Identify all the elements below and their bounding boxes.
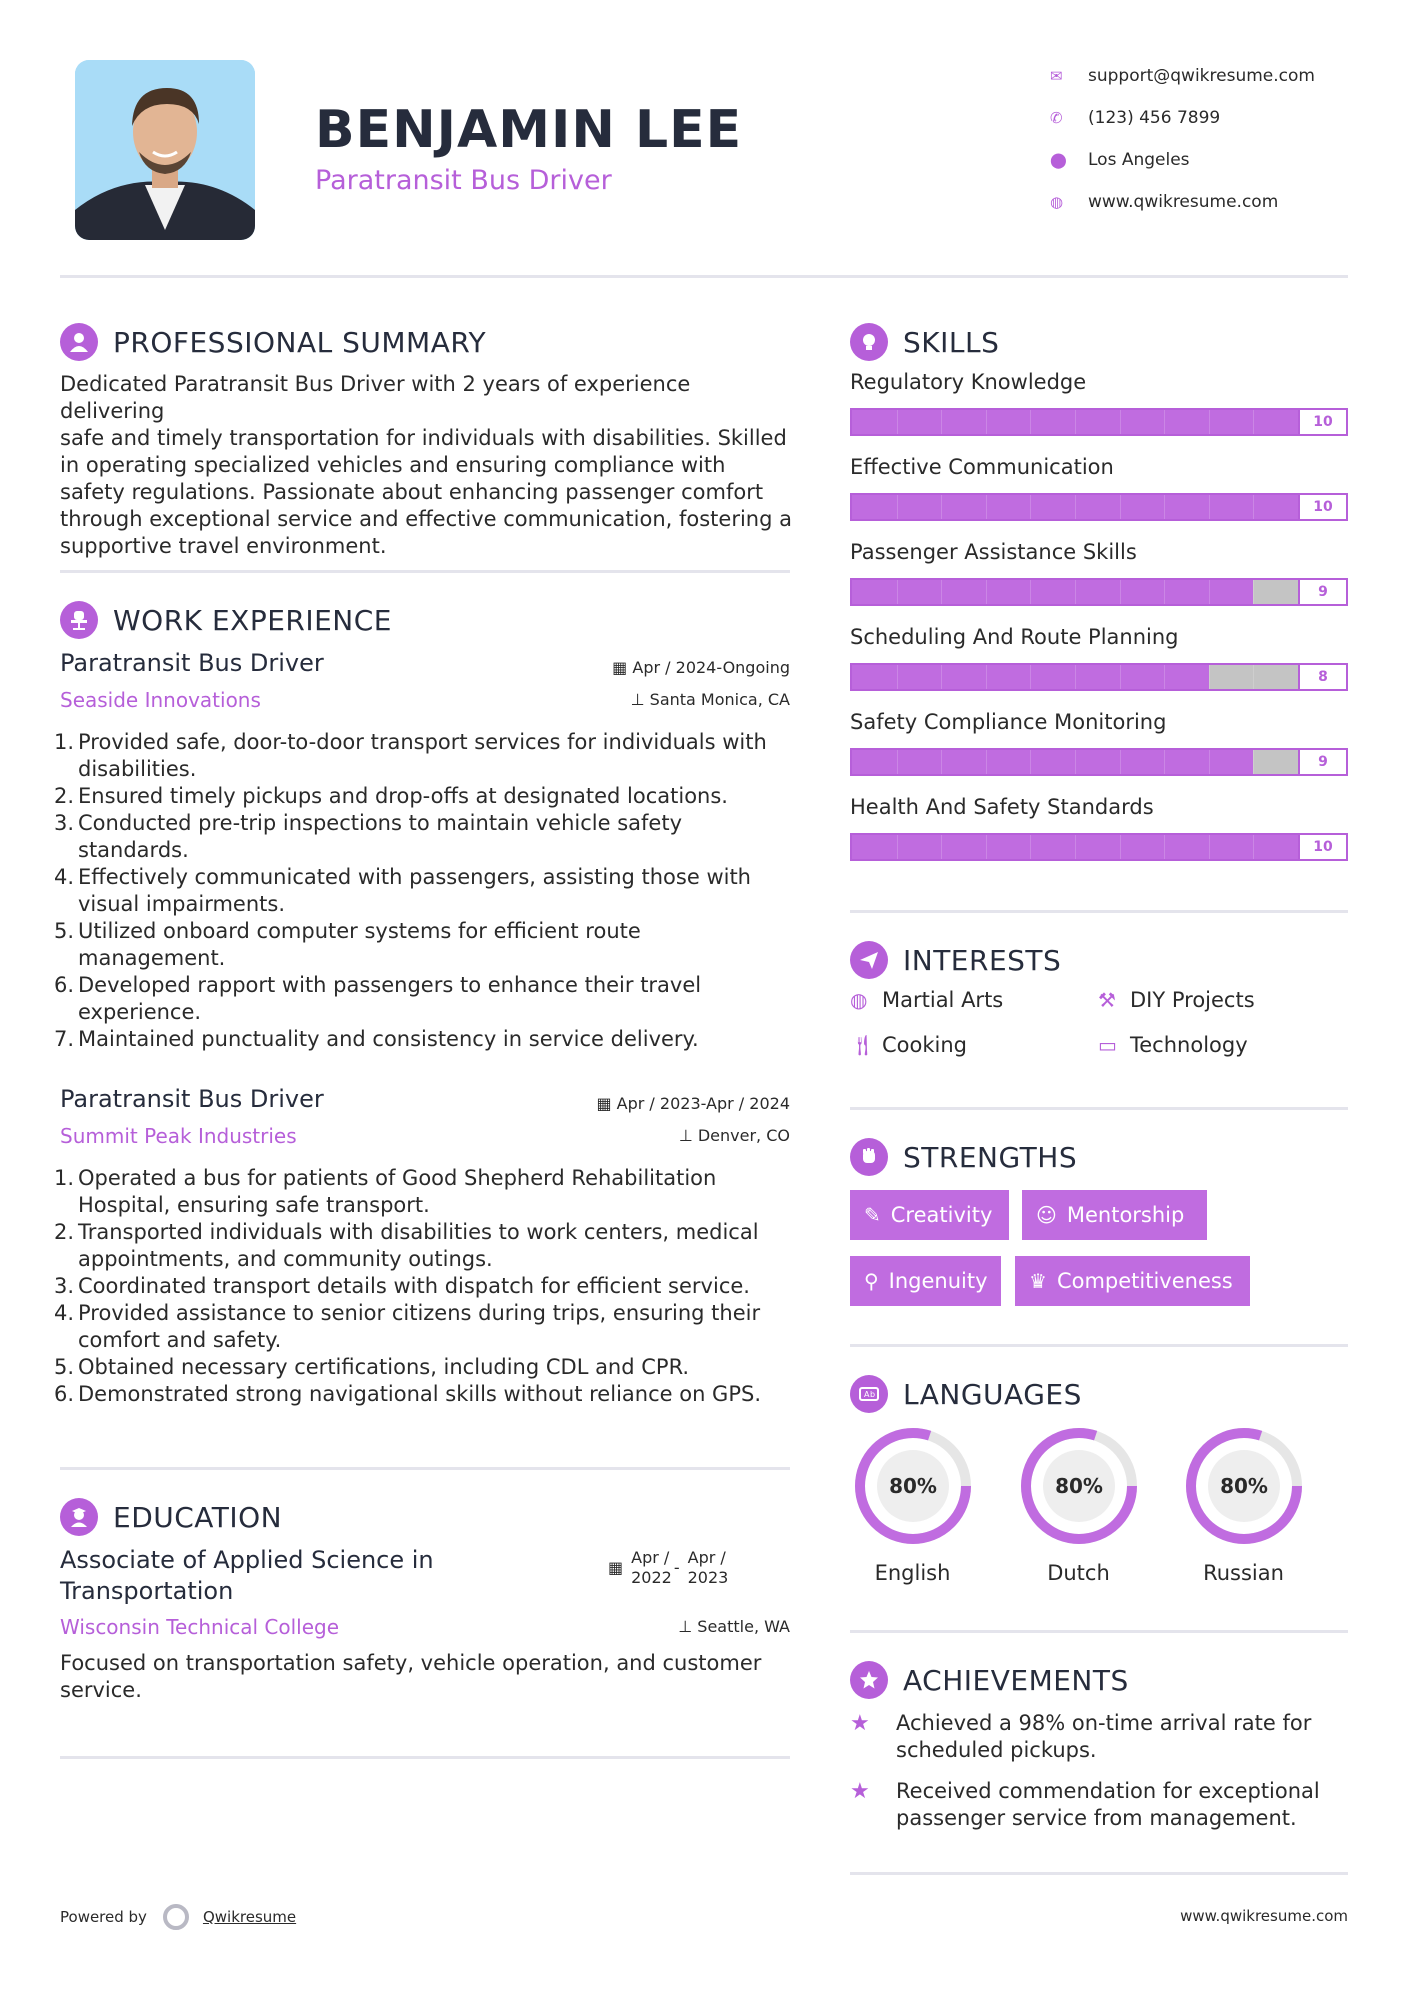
skill-bar-segment (897, 410, 898, 434)
user-plus-icon: ☺ (1036, 1203, 1057, 1227)
footer-website[interactable]: www.qwikresume.com (1180, 1907, 1348, 1925)
list-item: 7. Maintained punctuality and consistency in service delivery. (54, 1027, 699, 1051)
skill-level-label: 10 (1298, 410, 1346, 434)
skill-bar-segment (1164, 750, 1165, 774)
skill-bar-segment (1209, 750, 1210, 774)
languages-heading (850, 1375, 1082, 1413)
education-desc-line: service. (60, 1678, 142, 1702)
skill-bar-segment (1209, 495, 1210, 519)
skill-bar-segment (1075, 835, 1076, 859)
map-pin-icon: ⬤ (1050, 151, 1067, 169)
skill-bar-segment (1164, 410, 1165, 434)
language-item (850, 1425, 975, 1585)
job-location-text: Denver, CO (697, 1126, 790, 1145)
education-start: Apr / 2022 (631, 1548, 672, 1587)
skill-row (850, 710, 1348, 795)
skill-bar-segment (1120, 750, 1121, 774)
skill-bar-segment (1075, 410, 1076, 434)
job-date (612, 658, 790, 677)
interest-item (1098, 1033, 1248, 1057)
star-badge-icon (850, 1661, 888, 1699)
skill-bar-segment (1030, 835, 1031, 859)
strengths-heading (850, 1138, 1077, 1176)
shooting-star-icon: ★ (850, 1711, 870, 1736)
interest-label: Martial Arts (882, 988, 1004, 1012)
strengths-divider (850, 1344, 1348, 1347)
list-item: 5. Obtained necessary certifications, including CDL and CPR. (54, 1355, 690, 1379)
skill-bar-segment (941, 410, 942, 434)
contact-email-text: support@qwikresume.com (1088, 66, 1315, 86)
strength-label: Competitiveness (1056, 1269, 1233, 1293)
language-percent: 80% (1219, 1474, 1268, 1498)
strength-tag (850, 1256, 1001, 1306)
summary-text (60, 371, 800, 560)
summary-line: Dedicated Paratransit Bus Driver with 2 years of experience delivering (60, 372, 691, 423)
skill-bar-segment (941, 665, 942, 689)
list-item: 1. Provided safe, door-to-door transport services for individuals with disabilities. (54, 730, 767, 781)
skill-bar-segment (1030, 750, 1031, 774)
skill-bar-segment (1253, 835, 1254, 859)
skill-bar-segment (941, 835, 942, 859)
interest-item (1098, 988, 1255, 1012)
skill-bar-segment (986, 665, 987, 689)
skill-bar-segment (1075, 495, 1076, 519)
skill-level-label: 8 (1298, 665, 1346, 689)
education-divider (60, 1756, 790, 1759)
list-item: 5. Utilized onboard computer systems for efficient route management. (54, 919, 641, 970)
pin-icon: ⊥ (678, 1617, 693, 1636)
calendar-icon: ▦ (608, 1558, 624, 1577)
achievements-title: ACHIEVEMENTS (903, 1663, 1129, 1697)
skill-bar-segment (897, 495, 898, 519)
skill-bar (850, 578, 1348, 606)
list-item: 3. Conducted pre-trip inspections to maintain vehicle safety standards. (54, 811, 682, 862)
summary-title: PROFESSIONAL SUMMARY (113, 325, 487, 359)
skill-name: Safety Compliance Monitoring (850, 710, 1167, 734)
skill-bar-segment (1164, 665, 1165, 689)
interest-label: DIY Projects (1130, 988, 1255, 1012)
education-end: Apr / 2023 (687, 1548, 729, 1587)
skill-bar-segment (897, 665, 898, 689)
skill-level-label: 9 (1298, 580, 1346, 604)
skill-bar-segment (1253, 665, 1254, 689)
list-item: 6. Demonstrated strong navigational skills without reliance on GPS. (54, 1382, 761, 1406)
trophy-icon: ♛ (1029, 1269, 1047, 1293)
skill-bar-segment (986, 750, 987, 774)
skills-list (850, 370, 1348, 880)
skill-bar-segment (986, 835, 987, 859)
education-title: EDUCATION (113, 1500, 283, 1534)
graduate-icon (60, 1498, 98, 1536)
strength-tag (1015, 1256, 1250, 1306)
chair-icon (60, 601, 98, 639)
skill-bar-fill (852, 750, 1253, 774)
skill-bar-segment (1164, 580, 1165, 604)
work-heading (60, 601, 392, 639)
calendar-icon: ▦ (596, 1094, 612, 1113)
summary-divider (60, 570, 790, 573)
interest-item (850, 1033, 967, 1057)
contact-website-text: www.qwikresume.com (1088, 192, 1279, 212)
skill-bar (850, 748, 1348, 776)
skill-bar-segment (1164, 835, 1165, 859)
degree-line: Transportation (60, 1577, 234, 1605)
list-item: 4. Provided assistance to senior citizens during trips, ensuring their comfort and safety. (54, 1301, 761, 1352)
brush-icon: ✎ (864, 1203, 881, 1227)
language-icon (850, 1375, 888, 1413)
languages-title: LANGUAGES (903, 1377, 1082, 1411)
job-company: Seaside Innovations (60, 688, 261, 712)
skill-row (850, 455, 1348, 540)
skill-bar (850, 493, 1348, 521)
contact-block (1050, 55, 1350, 223)
lightbulb-icon: ⚲ (864, 1269, 879, 1293)
skill-bar-segment (1120, 410, 1121, 434)
skill-bar-segment (1253, 580, 1254, 604)
interest-item (850, 988, 1003, 1012)
pin-icon: ⊥ (678, 1126, 693, 1145)
skill-name: Effective Communication (850, 455, 1114, 479)
phone-icon: ✆ (1050, 109, 1063, 127)
skill-level-label: 9 (1298, 750, 1346, 774)
language-percent: 80% (1054, 1474, 1103, 1498)
fist-icon (850, 1138, 888, 1176)
language-percent: 80% (888, 1474, 937, 1498)
profile-photo (75, 60, 255, 240)
skill-bar-segment (897, 580, 898, 604)
skill-bar-segment (1209, 580, 1210, 604)
powered-by-text: Powered by (60, 1908, 147, 1926)
list-item: 2. Transported individuals with disabilities to work centers, medical appointments, and community outings. (54, 1220, 759, 1271)
achievement-item (850, 1778, 1348, 1832)
user-icon (60, 323, 98, 361)
skill-bar-segment (1075, 580, 1076, 604)
interest-label: Technology (1130, 1033, 1248, 1057)
list-item: 6. Developed rapport with passengers to enhance their travel experience. (54, 973, 702, 1024)
strengths-title: STRENGTHS (903, 1140, 1078, 1174)
languages-divider (850, 1630, 1348, 1633)
degree-title (60, 1545, 434, 1607)
contact-location-text: Los Angeles (1088, 150, 1190, 170)
language-name: Russian (1203, 1561, 1284, 1585)
skill-bar-segment (1030, 410, 1031, 434)
pin-icon: ⊥ (630, 690, 645, 709)
work-title: WORK EXPERIENCE (113, 603, 392, 637)
education-location (678, 1617, 790, 1636)
summary-line: safety regulations. Passionate about enhancing passenger comfort (60, 480, 764, 504)
globe-icon: ◍ (850, 988, 868, 1012)
skills-divider (850, 910, 1348, 913)
skills-title: SKILLS (903, 325, 1000, 359)
skill-level-label: 10 (1298, 495, 1346, 519)
work-divider (60, 1467, 790, 1470)
education-desc-line: Focused on transportation safety, vehicle operation, and customer (60, 1651, 762, 1675)
skill-bar-segment (1075, 750, 1076, 774)
language-item (1181, 1425, 1306, 1585)
footer-powered (60, 1904, 296, 1930)
skill-row (850, 625, 1348, 710)
list-item: 4. Effectively communicated with passengers, assisting those with visual impairments. (54, 865, 751, 916)
language-ring (1183, 1425, 1305, 1547)
interests-divider (850, 1107, 1348, 1110)
language-name: Dutch (1047, 1561, 1110, 1585)
job-location (679, 1126, 790, 1145)
strength-tag (1022, 1190, 1207, 1240)
language-ring (1018, 1425, 1140, 1547)
contact-website[interactable] (1050, 181, 1350, 223)
skill-bar-segment (1209, 410, 1210, 434)
utensils-icon: 🍴︎ (850, 1033, 876, 1057)
skill-bar (850, 833, 1348, 861)
language-ring (852, 1425, 974, 1547)
contact-phone[interactable] (1050, 97, 1350, 139)
summary-line: supportive travel environment. (60, 534, 387, 558)
skill-name: Scheduling And Route Planning (850, 625, 1179, 649)
skill-bar-segment (1030, 665, 1031, 689)
strength-label: Creativity (890, 1203, 993, 1227)
job-date-text: Apr / 2024-Ongoing (632, 658, 790, 677)
skill-bar-fill (852, 580, 1253, 604)
summary-line: in operating specialized vehicles and ensuring compliance with (60, 453, 726, 477)
strength-tag (850, 1190, 1009, 1240)
languages-list (850, 1425, 1348, 1595)
skill-bar-segment (941, 495, 942, 519)
skill-bar-segment (986, 580, 987, 604)
job-title: Paratransit Bus Driver (60, 649, 324, 677)
strength-label: Ingenuity (888, 1269, 988, 1293)
skill-bar-segment (1030, 495, 1031, 519)
skill-bar-segment (1253, 410, 1254, 434)
skill-bar-segment (1120, 495, 1121, 519)
svg-text:b: b (870, 1390, 876, 1399)
skill-bar-segment (941, 750, 942, 774)
paper-plane-icon (850, 941, 888, 979)
header-divider (60, 275, 1348, 278)
language-name: English (874, 1561, 951, 1585)
degree-line: Associate of Applied Science in (60, 1546, 434, 1574)
skill-bar-segment (1209, 835, 1210, 859)
skill-bar-segment (897, 835, 898, 859)
language-item (1016, 1425, 1141, 1585)
skill-bar-segment (1253, 495, 1254, 519)
contact-location (1050, 139, 1350, 181)
shooting-star-icon: ★ (850, 1779, 870, 1804)
achievements-divider (850, 1872, 1348, 1875)
laptop-icon: ▭ (1098, 1033, 1117, 1057)
job-bullets (54, 729, 800, 1053)
skill-name: Health And Safety Standards (850, 795, 1154, 819)
achievement-item (850, 1710, 1348, 1764)
skill-bar-segment (1164, 495, 1165, 519)
achievement-line: scheduled pickups. (896, 1738, 1097, 1762)
candidate-name: BENJAMIN LEE (315, 100, 743, 160)
education-desc (60, 1650, 800, 1704)
job-company: Summit Peak Industries (60, 1124, 297, 1148)
education-school: Wisconsin Technical College (60, 1615, 340, 1639)
skill-name: Passenger Assistance Skills (850, 540, 1137, 564)
skill-row (850, 540, 1348, 625)
achievements-heading (850, 1661, 1129, 1699)
skill-bar-segment (1253, 750, 1254, 774)
skill-bar-segment (986, 495, 987, 519)
svg-text:A: A (864, 1390, 870, 1399)
job-date-text: Apr / 2023-Apr / 2024 (616, 1094, 790, 1113)
skill-row (850, 370, 1348, 455)
job-location-text: Santa Monica, CA (649, 690, 790, 709)
skill-bar-segment (1120, 835, 1121, 859)
skill-bar-segment (986, 410, 987, 434)
interests-heading (850, 941, 1061, 979)
calendar-icon: ▦ (612, 658, 628, 677)
skill-bar (850, 663, 1348, 691)
wrench-icon: ⚒ (1098, 988, 1116, 1012)
skill-bar-segment (897, 750, 898, 774)
candidate-role: Paratransit Bus Driver (315, 165, 612, 196)
education-date (608, 1548, 728, 1588)
globe-icon: ◍ (1050, 193, 1064, 211)
list-item: 1. Operated a bus for patients of Good Shepherd Rehabilitation Hospital, ensuring safe transport. (54, 1166, 717, 1217)
job-date (596, 1094, 790, 1113)
strength-label: Mentorship (1066, 1203, 1185, 1227)
skills-heading (850, 323, 999, 361)
job-location (631, 690, 790, 709)
interests-title: INTERESTS (903, 943, 1062, 977)
education-heading (60, 1498, 282, 1536)
skill-bar (850, 408, 1348, 436)
skill-level-label: 10 (1298, 835, 1346, 859)
achievement-line: Received commendation for exceptional (896, 1779, 1320, 1803)
brand-link[interactable]: Qwikresume (202, 1908, 297, 1926)
lightbulb-icon (850, 323, 888, 361)
skill-bar-segment (1075, 665, 1076, 689)
envelope-icon: ✉ (1050, 67, 1063, 85)
skill-bar-segment (1209, 665, 1210, 689)
summary-line: through exceptional service and effective communication, fostering a (60, 507, 792, 531)
achievement-line: Achieved a 98% on-time arrival rate for (896, 1711, 1312, 1735)
job-title: Paratransit Bus Driver (60, 1085, 324, 1113)
skill-row (850, 795, 1348, 880)
skill-bar-segment (1120, 580, 1121, 604)
list-item: 2. Ensured timely pickups and drop-offs at designated locations. (54, 784, 728, 808)
list-item: 3. Coordinated transport details with dispatch for efficient service. (54, 1274, 750, 1298)
skill-name: Regulatory Knowledge (850, 370, 1087, 394)
skill-bar-segment (1030, 580, 1031, 604)
summary-line: safe and timely transportation for individuals with disabilities. Skilled (60, 426, 787, 450)
summary-heading (60, 323, 486, 361)
education-location-text: Seattle, WA (697, 1617, 790, 1636)
achievement-line: passenger service from management. (896, 1806, 1297, 1830)
qwikresume-logo-icon (163, 1904, 189, 1930)
job-bullets (54, 1165, 800, 1408)
skill-bar-segment (941, 580, 942, 604)
interest-label: Cooking (882, 1033, 967, 1057)
contact-phone-text: (123) 456 7899 (1088, 108, 1221, 128)
skill-bar-segment (1120, 665, 1121, 689)
contact-email[interactable] (1050, 55, 1350, 97)
education-dash: - (673, 1558, 680, 1577)
